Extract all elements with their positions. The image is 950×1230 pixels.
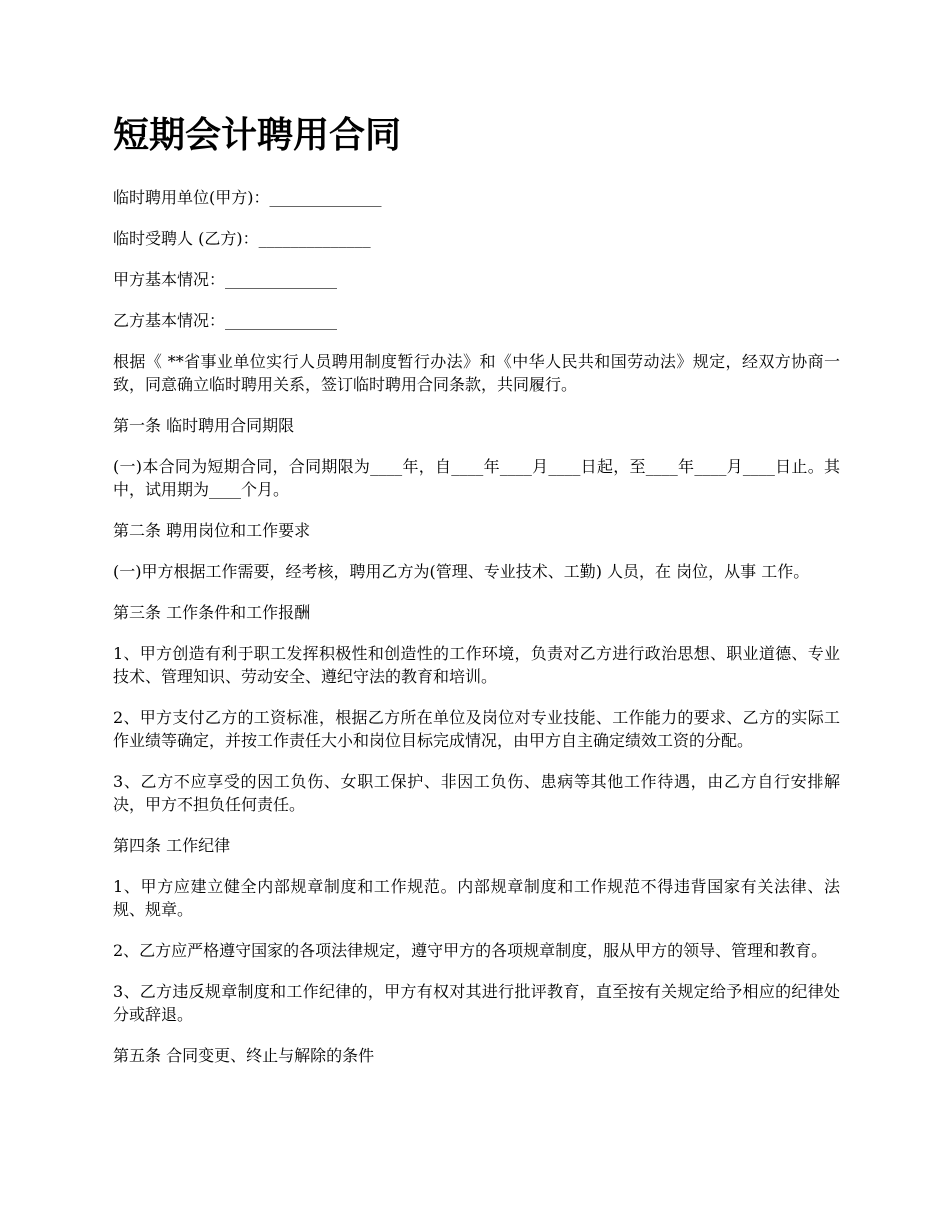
article-4-clause-1: 1、甲方应建立健全内部规章制度和工作规范。内部规章制度和工作规范不得违背国家有关法律、法规、规章。: [113, 877, 840, 919]
document-title: 短期会计聘用合同: [113, 114, 402, 156]
article-1-clause: (一)本合同为短期合同，合同期限为____年，自____年____月____日起，至____年____月____日止。其中，试用期为____个月。: [113, 457, 840, 499]
employee-info-field: 乙方基本情况：______________: [113, 311, 338, 330]
article-2-clause: (一)甲方根据工作需要，经考核，聘用乙方为(管理、专业技术、工勤) 人员，在 岗位，从事 工作。: [113, 562, 810, 581]
article-1-heading: 第一条 临时聘用合同期限: [113, 416, 295, 435]
employer-info-field: 甲方基本情况：______________: [113, 270, 338, 289]
article-3-heading: 第三条 工作条件和工作报酬: [113, 603, 311, 622]
article-4-heading: 第四条 工作纪律: [113, 836, 231, 855]
article-4-clause-3: 3、乙方违反规章制度和工作纪律的，甲方有权对其进行批评教育，直至按有关规定给予相应的纪律处分或辞退。: [113, 982, 840, 1024]
article-3-clause-3: 3、乙方不应享受的因工负伤、女职工保护、非因工负伤、患病等其他工作待遇，由乙方自行安排解决，甲方不担负任何责任。: [113, 772, 840, 814]
article-3-clause-2: 2、甲方支付乙方的工资标准，根据乙方所在单位及岗位对专业技能、工作能力的要求、乙方的实际工作业绩等确定，并按工作责任大小和岗位目标完成情况，由甲方自主确定绩效工资的分配。: [113, 708, 840, 750]
article-4-clause-2: 2、乙方应严格遵守国家的各项法律规定，遵守甲方的各项规章制度，服从甲方的领导、管理和教育。: [113, 941, 828, 960]
employer-field: 临时聘用单位(甲方)：______________: [113, 188, 382, 207]
article-5-heading: 第五条 合同变更、终止与解除的条件: [113, 1046, 375, 1065]
document-page: [113, 112, 840, 1085]
preamble-paragraph: 根据《 **省事业单位实行人员聘用制度暂行办法》和《中华人民共和国劳动法》规定，经双方协商一致，同意确立临时聘用关系，签订临时聘用合同条款，共同履行。: [113, 352, 840, 394]
employee-field: 临时受聘人 (乙方)：______________: [113, 229, 371, 248]
article-3-clause-1: 1、甲方创造有利于职工发挥积极性和创造性的工作环境，负责对乙方进行政治思想、职业道德、专业技术、管理知识、劳动安全、遵纪守法的教育和培训。: [113, 644, 840, 686]
article-2-heading: 第二条 聘用岗位和工作要求: [113, 521, 311, 540]
